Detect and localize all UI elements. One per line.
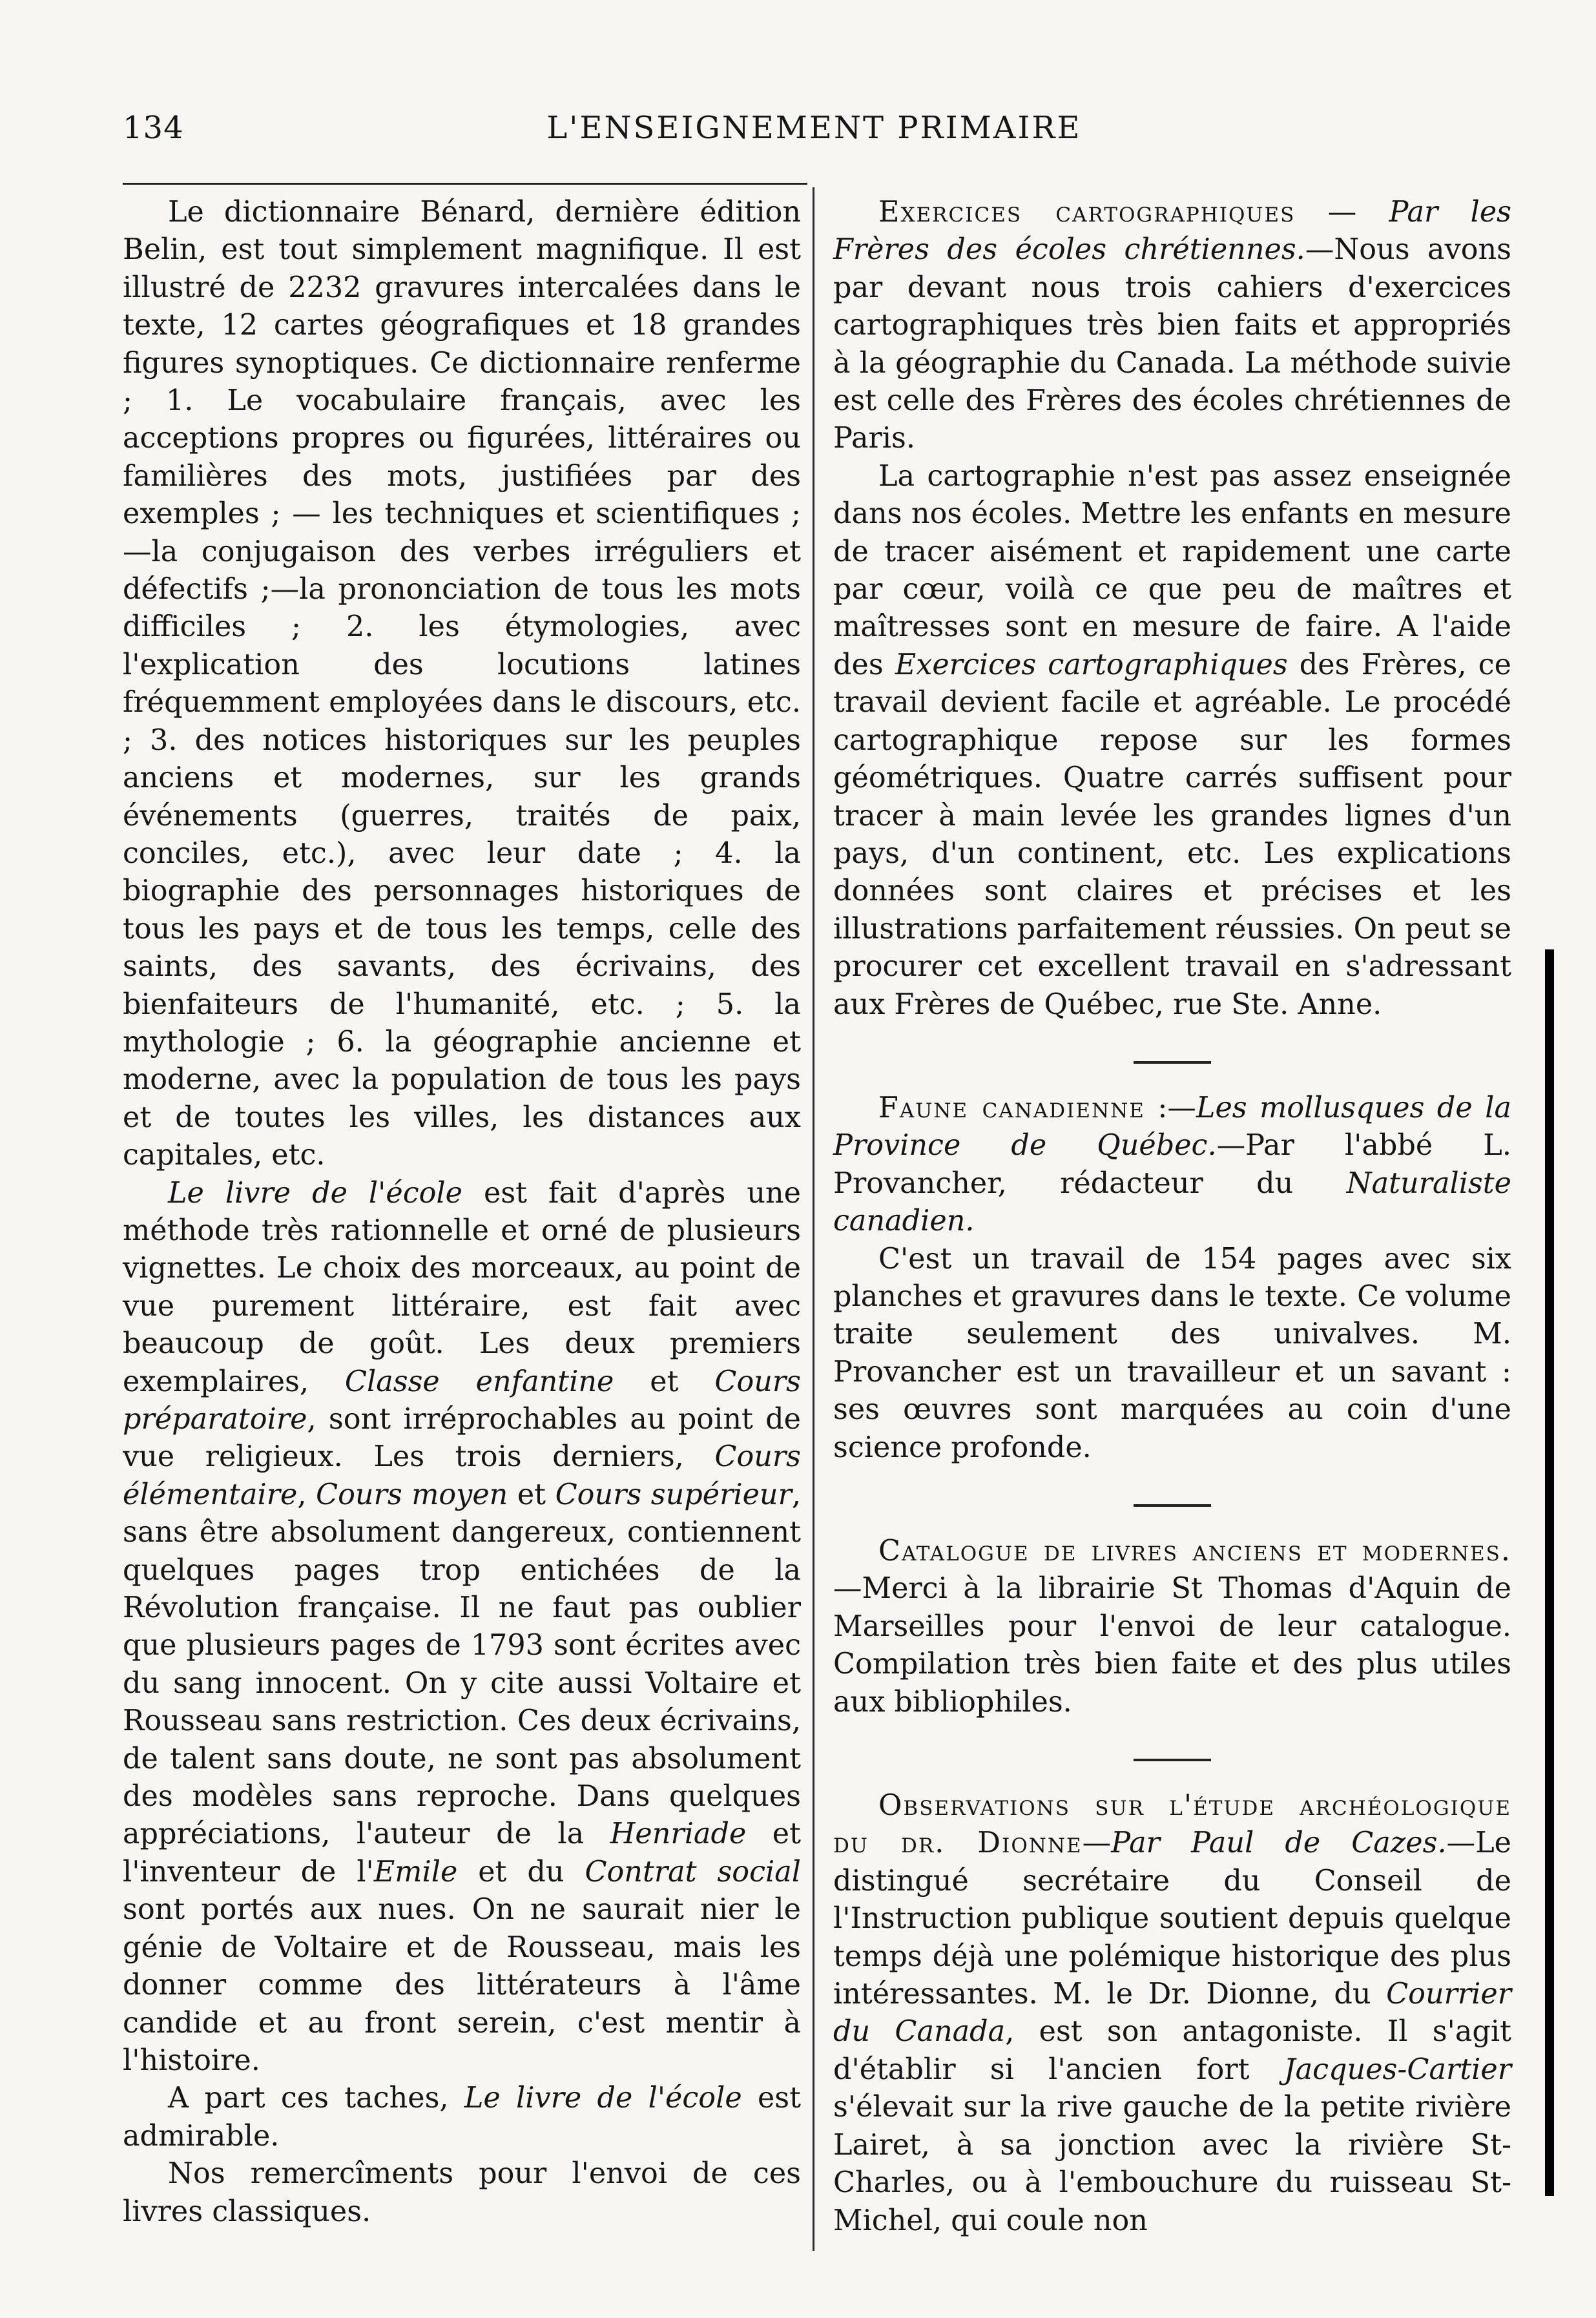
text-run: et l'inventeur de l'	[123, 1817, 801, 1889]
title-cours-preparatoire: Cours préparatoire	[123, 1365, 801, 1436]
title-cours-superieur: Cours supérieur	[555, 1478, 792, 1511]
title-classe-enfantine: Classe enfantine	[344, 1365, 614, 1398]
text-run: des Frères, ce travail devient facile et agréable. Le procédé cartographique repose sur les formes géométriques. Quatre carrés suffisent pour tracer à main levée les grandes lignes d'un pays, d'un continent, etc. Les explications données sont claires et précises et les illustrations parfaitement réussies. On peut se procurer cet excellent travail en s'adressant aux Frères de Québec, rue Ste. Anne.	[833, 648, 1511, 1021]
text-run: —	[1295, 196, 1389, 229]
left-column	[123, 194, 801, 2231]
text-run: —	[1082, 1826, 1112, 1860]
section-separator	[1134, 1759, 1211, 1761]
text-run: sont portés aux nues. On ne saurait nier le génie de Voltaire et de Rousseau, mais les donner comme des littérateurs à l'âme candide et au front serein, c'est mentir à l'histoire.	[123, 1893, 801, 2077]
page-header	[123, 110, 1506, 155]
title-emile: Emile	[373, 1855, 458, 1889]
author-freres: Par les Frères des écoles chrétiennes.	[833, 196, 1512, 267]
title-jacques-cartier: Jacques-Cartier	[1283, 2053, 1511, 2086]
title-livre-ecole: Le livre de l'école	[168, 1176, 462, 1210]
section-catalogue	[833, 1533, 1511, 1721]
title-naturaliste: Naturaliste canadien.	[833, 1166, 1511, 1238]
text-run: et du	[457, 1855, 585, 1889]
section-exercices-cartographiques	[833, 194, 1511, 458]
text-run: et	[508, 1478, 555, 1511]
text-run: , sont irréprochables au point de vue religieux. Les trois derniers,	[123, 1403, 801, 1474]
column-divider	[813, 187, 814, 2251]
text-run: est fait d'après une méthode très rationnelle et orné de plusieurs vignettes. Le choix des morceaux, au point de vue purement littéraire, est fait avec beaucoup de goût. Les deux premiers exemplaires,	[123, 1176, 801, 1398]
text-run: —Nous avons par devant nous trois cahiers d'exercices cartographiques très bien faits et appropriés à la géographie du Canada. La méthode suivie est celle des Frères des écoles chrétiennes de Paris.	[833, 233, 1511, 455]
text-run: , sans être absolument dangereux, contiennent quelques pages trop entichées de la Révolution française. Il ne faut pas oublier que plusieurs pages de 1793 sont écrites avec du sang innocent. On y cite aussi Voltaire et Rousseau sans restriction. Ces deux écrivains, de talent sans doute, ne sont pas absolument des modèles sans reproche. Dans quelques appréciations, l'auteur de la	[123, 1478, 801, 1851]
text-run: est admirable.	[123, 2082, 802, 2153]
section-heading: Catalogue de livres anciens et modernes.	[878, 1535, 1511, 1568]
text-run: A part ces taches,	[168, 2082, 464, 2115]
paragraph-cartographie	[833, 458, 1511, 1024]
title-livre-ecole-2: Le livre de l'école	[464, 2082, 742, 2115]
title-exercices: Exercices cartographiques	[895, 648, 1288, 681]
text-run: s'élevait sur la rive gauche de la petite rivière Lairet, à sa jonction avec la rivière St-Charles, ou à l'embouchure du ruisseau St-Michel, qui coule non	[833, 2091, 1511, 2237]
author-paul-de-cazes: Par Paul de Cazes.	[1111, 1826, 1447, 1860]
page-edge-mark	[1545, 949, 1554, 2196]
text-run: :—	[1145, 1091, 1196, 1124]
running-title: L'ENSEIGNEMENT PRIMAIRE	[546, 110, 1082, 146]
section-faune-canadienne	[833, 1090, 1511, 1241]
paragraph-livre-ecole	[123, 1175, 801, 2080]
right-column	[833, 194, 1511, 2240]
section-heading: Faune canadienne	[878, 1091, 1145, 1124]
title-contrat-social: Contrat social	[585, 1855, 801, 1889]
text-run: —Le distingué secrétaire du Conseil de l'Instruction publique soutient depuis quelque temps déjà une polémique historique des plus intéressantes. M. le Dr. Dionne, du	[833, 1826, 1511, 2011]
page-number: 134	[123, 110, 184, 146]
header-rule	[123, 183, 807, 185]
section-observations	[833, 1787, 1511, 2240]
title-mollusques: Les mollusques de la Province de Québec.	[833, 1091, 1512, 1163]
text-run: , est son antagoniste. Il s'agit d'établir si l'ancien fort	[833, 2015, 1511, 2086]
title-cours-elementaire: Cours élémentaire	[123, 1440, 801, 1511]
text-run: La cartographie n'est pas assez enseignée dans nos écoles. Mettre les enfants en mesure de tracer aisément et rapidement une carte par cœur, voilà ce que peu de maîtres et maîtresses sont en mesure de faire. A l'aide des	[833, 459, 1511, 681]
title-courrier-canada: Courrier du Canada	[833, 1978, 1511, 2049]
text-run: et	[614, 1365, 715, 1398]
paragraph-dictionnaire: Le dictionnaire Bénard, dernière édition Belin, est tout simplement magnifique. Il est illustré de 2232 gravures intercalées dans le texte, 12 cartes géografiques et 18 grandes figures synoptiques. Ce dictionnaire renferme ; 1. Le vocabulaire français, avec les acceptions propres ou figurées, littéraires ou familières des mots, justifiées par des exemples ; — les techniques et scientifiques ;—la conjugaison des verbes irréguliers et défectifs ;—la prononciation de tous les mots difficiles ; 2. les étymologies, avec l'explication des locutions latines fréquemment employées dans le discours, etc. ; 3. des notices historiques sur les peuples anciens et modernes, sur les grands événements (guerres, traités de paix, conciles, etc.), avec leur date ; 4. la biographie des personnages historiques de tous les pays et de tous les temps, celle des saints, des savants, des écrivains, des bienfaiteurs de l'humanité, etc. ; 5. la mythologie ; 6. la géographie ancienne et moderne, avec la population de tous les pays et de toutes les villes, les distances aux capitales, etc.	[123, 196, 801, 1172]
section-heading: Observations sur l'étude archéologique du dr. Dionne	[833, 1789, 1511, 1860]
paragraph-remerciements: Nos remercîments pour l'envoi de ces livres classiques.	[123, 2157, 801, 2228]
title-cours-moyen: Cours moyen	[316, 1478, 508, 1511]
section-heading: Exercices cartographiques	[878, 196, 1296, 229]
paragraph-a-part	[123, 2080, 801, 2155]
text-run: ,	[297, 1478, 316, 1511]
title-henriade: Henriade	[610, 1817, 747, 1851]
text-run: —Par l'abbé L. Provancher, rédacteur du	[833, 1129, 1511, 1200]
section-separator	[1134, 1504, 1211, 1507]
text-run: —Merci à la librairie St Thomas d'Aquin de Marseilles pour l'envoi de leur catalogue. Compilation très bien faite et des plus utiles aux bibliophiles.	[833, 1572, 1511, 1719]
paragraph-travail-154: C'est un travail de 154 pages avec six planches et gravures dans le texte. Ce volume traite seulement des univalves. M. Provancher est un travailleur et un savant : ses œuvres sont marquées au coin d'une science profonde.	[833, 1242, 1511, 1464]
section-separator	[1134, 1061, 1211, 1064]
